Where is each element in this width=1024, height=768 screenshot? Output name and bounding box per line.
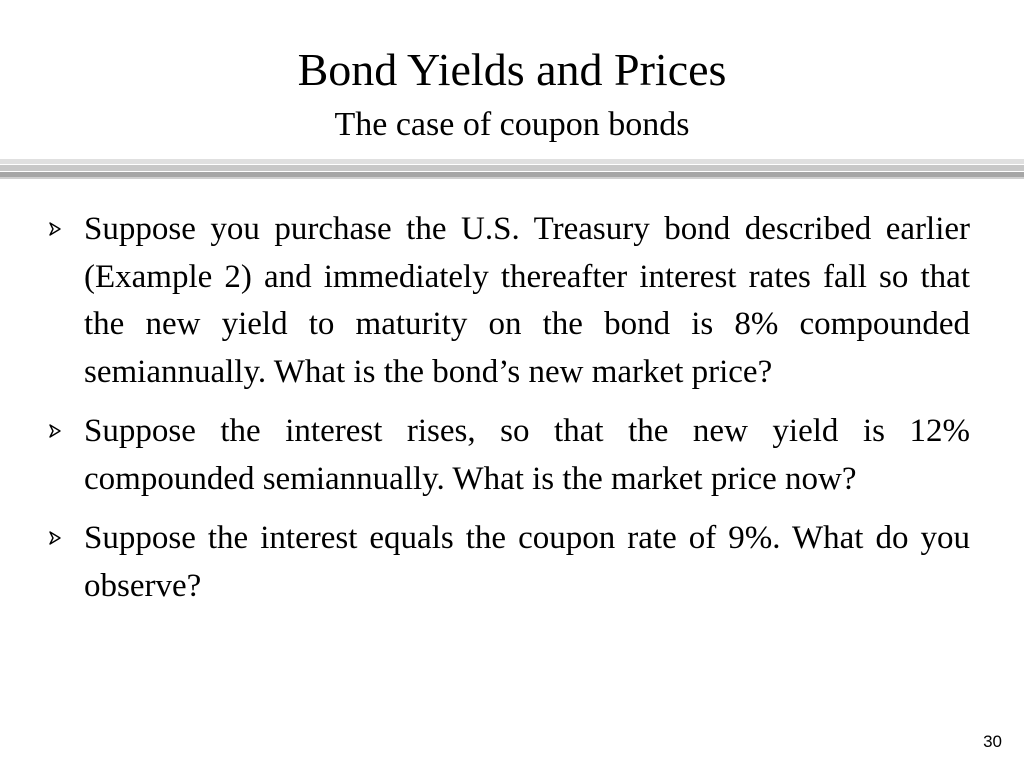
divider-band — [0, 159, 1024, 164]
bullet-text: Suppose the interest equals the coupon rate of 9%. What do you observe? — [84, 520, 970, 604]
arrowhead-bullet-icon — [46, 529, 64, 547]
bullet-text: Suppose the interest rises, so that the new yield is 12% compounded semiannually. What is the market price now? — [84, 413, 970, 497]
arrowhead-bullet-icon — [46, 422, 64, 440]
divider-band — [0, 165, 1024, 171]
bullet-text: Suppose you purchase the U.S. Treasury bond described earlier (Example 2) and immediately thereafter interest rates fall so that the new yield to maturity on the bond is 8% compounded semiannually. What is the bond’s new market price? — [84, 211, 970, 390]
bullet-item — [0, 206, 1024, 396]
divider-band — [0, 177, 1024, 179]
page-number: 30 — [983, 732, 1002, 751]
bullet-item — [0, 515, 1024, 610]
title-divider — [0, 159, 1024, 179]
slide-subtitle: The case of coupon bonds — [334, 106, 690, 143]
bullet-item — [0, 408, 1024, 503]
arrowhead-bullet-icon — [46, 220, 64, 238]
slide-title: Bond Yields and Prices — [297, 44, 727, 95]
bullet-list — [0, 206, 1024, 610]
